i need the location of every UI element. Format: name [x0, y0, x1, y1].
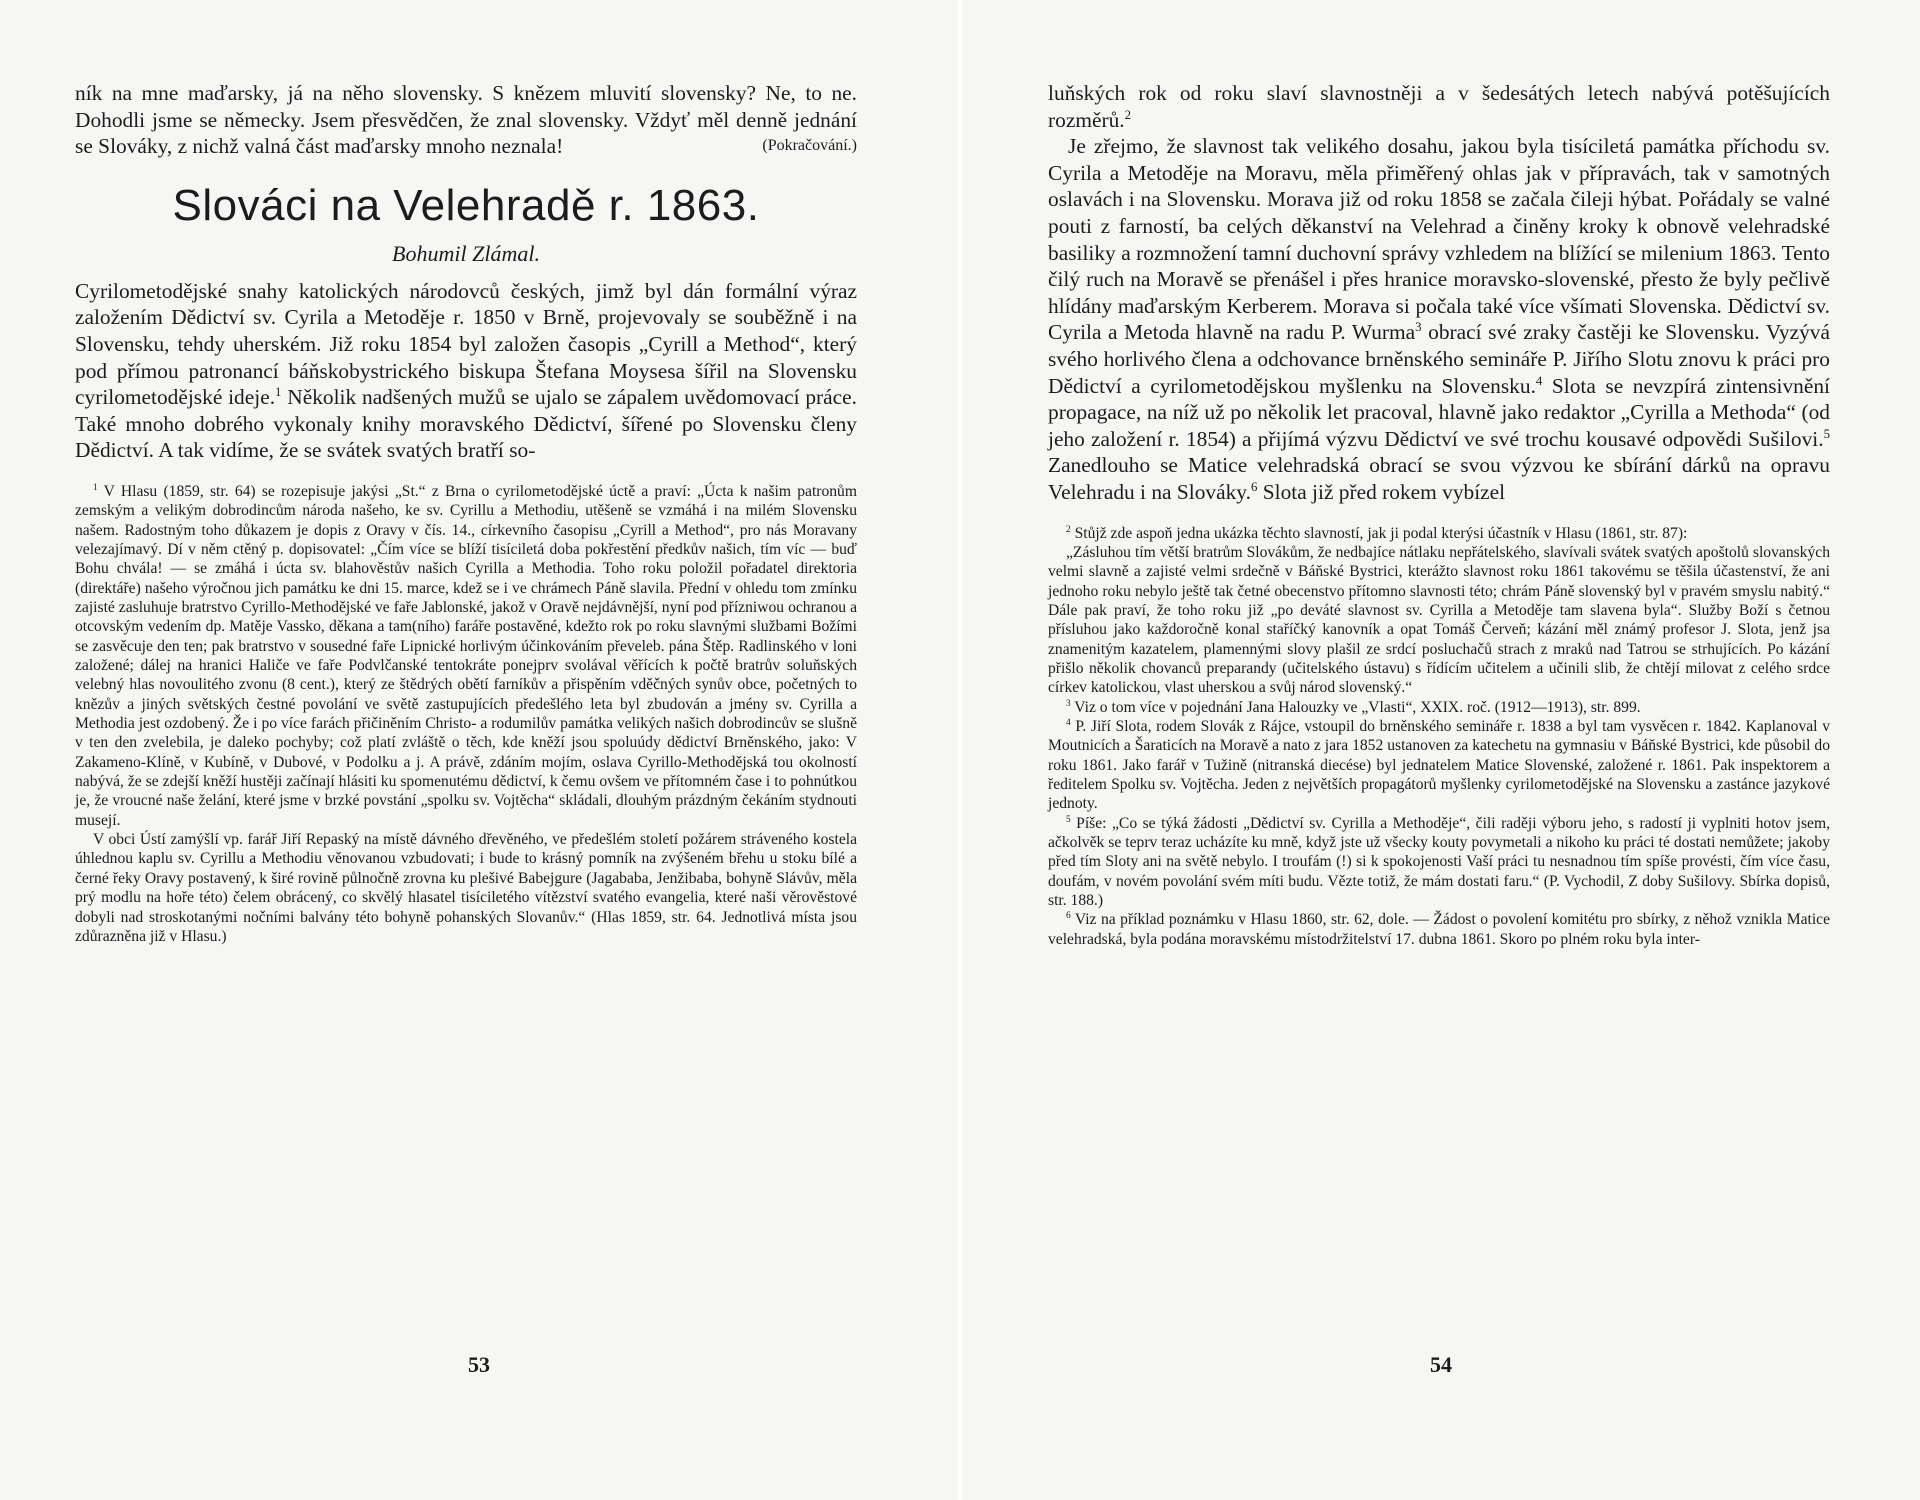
footnote-1-marker: 1 [93, 482, 98, 493]
right-paragraph-2e-text: Slota již před rokem vybízel [1257, 479, 1506, 504]
footnote-1 [75, 482, 857, 830]
footnote-ref-5: 5 [1823, 426, 1830, 441]
footnote-ref-6: 6 [1250, 479, 1258, 494]
right-paragraph-2b-text: obrací své zraky častěji ke Slovensku. Vyzývá svého horlivého člena a odchovance brněnského semináře P. Jiřího Slotu znovu k práci pro Dědictví a cyrilometodějskou myšlenku na Slovensku. [1048, 320, 1830, 398]
footnote-3-text: Viz o tom více v pojednání Jana Halouzky ve „Vlasti“, XXIX. roč. (1912—1913), str. 899. [1070, 698, 1641, 716]
right-page [962, 0, 1920, 1500]
footnote-4 [1048, 717, 1830, 814]
footnote-3 [1048, 698, 1830, 717]
footnote-4-marker: 4 [1066, 717, 1071, 728]
right-paragraph-2d-text: Zanedlouho se Matice velehradská obrací se svou výzvou ke sbírání dárků na opravu Velehradu i na Slováky. [1048, 453, 1830, 504]
footnote-6-text: Viz na příklad poznámku v Hlasu 1860, str. 62, dole. — Žádost o povolení komitétu pro sbírky, z něhož vznikla Matice velehradská, byla podána moravskému místodržitelství 17. dubna 1861. Skoro po plném roku byla inter- [1048, 911, 1830, 948]
footnote-ref-1: 1 [275, 385, 282, 400]
footnote-4-text: P. Jiří Slota, rodem Slovák z Rájce, vstoupil do brněnského semináře r. 1838 a byl tam vysvěcen r. 1842. Kaplanoval v Moutnicích a Šaraticích na Moravě a nato z jara 1852 ustanoven za katechetu na gymnasiu v Báňské Bystrici, kde působil do roku 1861. Jako farář v Tužině (nitranská diecése) byl jednatelem Matice Slovenské, založené r. 1861. Pak inspektorem a ředitelem Spolku sv. Vojtěcha. Jeden z největších propagátorů myšlenky cyrilometodějské na Slovensku a zastánce jazykové jednoty. [1048, 717, 1830, 813]
footnote-2b: „Zásluhou tím větší bratrům Slovákům, že nedbajíce nátlaku nepřátelského, slavívali svátek svatých apoštolů slovanských velmi slavně a zajisté velmi srdečně v Báňské Bystrici, kterážto slavnost roku 1861 takovému se těšila účastenství, že ani jednoho roku nebylo ještě tak četné obecenstvo přítomno slavnosti této; chrám Páně slovenský byl v pravém smyslu nabitý.“ Dále pak praví, že toho roku již „po deváté slavnost sv. Cyrilla a Metoděje tam slavena byla“. Služby Boží s četnou přísluhou jako každoročně konal staříčký kanovník a opat Tomáš Červeň; kázání měl známý profesor J. Slota, jenž jsa znamenitým kazatelem, plamennými slovy plašil ze srdcí posluchačů strach z mraků nad Tatrou se strhujících. Po kázání přišlo několik chovanců preparandy (učitelského ústavu) s řídícím učitelem a učinili slib, že chtějí milovat z celého srdce církev katolickou, vlast uherskou a svůj národ slovenský.“ [1048, 543, 1830, 697]
footnote-2-marker: 2 [1066, 524, 1071, 535]
footnote-ref-3: 3 [1415, 320, 1422, 335]
left-paragraph-1-text: Cyrilometodějské snahy katolických národovců českých, jimž byl dán formální výraz založením Dědictví sv. Cyrila a Metoděje r. 1850 v Brně, projevovaly se souběžně i na Slovensku, tehdy uherském. Již roku 1854 byl založen časopis „Cyrill a Method“, který pod přímou patronancí báňskobystrického biskupa Štefana Moysesa šířil na Slovensku cyrilometodějské ideje. [75, 278, 857, 410]
article-title: Slováci na Velehradě r. 1863. [172, 180, 760, 230]
footnote-ref-4: 4 [1535, 373, 1543, 388]
footnote-6 [1048, 910, 1830, 949]
left-paragraph-top [75, 80, 857, 160]
page-number-right: 54 [1430, 1352, 1452, 1377]
footnote-5-text: Píše: „Co se týká žádosti „Dědictví sv. Cyrilla a Methoděje“, čili raději výboru jeho, s radostí ji vyplniti hotov jsem, ačkolvěk se teprv teraz ucházíte ku mně, když jste už všecky kouty povymetali a nikoho ku práci té dostati nemůžete; jakoby před tím Sloty ani na světě nebylo. I troufám (!) si k spokojenosti Vaší práci tu nesnadnou tím spíše provésti, čím více času, doufám, v novém povolání svém míti budu. Vězte totiž, že mám dostati faru.“ (P. Vychodil, Z doby Sušilovy. Sbírka dopisů, str. 188.) [1048, 814, 1830, 910]
footnote-6-marker: 6 [1066, 911, 1071, 922]
right-paragraph-2 [1048, 133, 1830, 505]
footnote-5-marker: 5 [1066, 814, 1071, 825]
left-text-column [75, 80, 857, 946]
footnote-1-text: V Hlasu (1859, str. 64) se rozepisuje jakýsi „St.“ z Brna o cyrilometodějské úctě a praví: „Úcta k našim patronům zemským a velikým dobrodincům národa našeho, ke sv. Cyrillu a Methodiu, utěšeně se vzmáhá i na milém Slovensku našem. Radostným toho důkazem je dopis z Oravy v čís. 14., církevního časopisu „Cyrill a Method“, pro nás Moravany velezajímavý. Dí v něm ctěný p. dopisovatel: „Čím více se blíží tisíciletá doba pokřestění předkův našich, tím víc — buď Bohu chvála! — se zmáhá i úcta sv. blahověstův našich Cyrilla a Methodia. Toho roku položil pořadatel direktoria (direktáře) našeho výročnou jich památku ke dni 15. marce, kdež se i ve chrámech Páně slavila. Přední v ohledu tom zmínku zajisté zasluhuje bratrstvo Cyrillo-Methodějské ve faře Jablonské, jakož v Oravě nejdávnější, nyní pod přízniwou ochranou a otcovským vedením dp. Matěje Vassko, děkana a tam(ního) faráře postavěné, kdežto rok po roku slavnými službami Božími se zasvěcuje den ten; pak bratrstvo v sousedné faře Lipnické horlivým účinkováním převeleb. pána Štěp. Radlinského v loni založené; dálej na hranici Haliče ve faře Podvlčanské tentokráte ponejprv svolával věřících k počtě bratrův soluňských velebný hlas novoulitého zvonu (8 cent.), který ze štědrých obětí farníkův a přispěním vděčných synův obce, početných to knězův a jiných světských čestné povolání ve světě zastupujících předešlého leta byl zbudován a jmény sv. Cyrilla a Methodia jest ozdobený. Že i po více farách přičiněním Christo- a rodumilův památka velikých našich dobrodincův se slušně v ten den zvelebila, je daleko pochyby; což platí zvláště o těch, kde kněží jsou spoluúdy dědictví Brněnského, jako: V Zakameno-Klíně, v Kubíně, v Dubové, v Podolku a j. A právě, zdáním mojím, oslava Cyrillo-Methodějská tou okolností nabývá, že se zdejší kněží hustěji začínají hlásiti ku spomenutému dědictví, k čemu ovšem ve přítomném čase i to pohnútkou je, že vroucné naše želání, které jsme v brzké povstání „spolku sv. Vojtěcha“ skládali, dlouhým prázdným čekáním stydnouti musejí. [75, 482, 857, 829]
article-author: Bohumil Zlámal. [392, 240, 540, 266]
right-paragraph-2-text: Je zřejmo, že slavnost tak velikého dosahu, jakou byla tisíciletá památka příchodu sv. Cyrila a Metoděje na Moravu, měla přiměřený ohlas jak v přípravách, tak v samotných oslavách i na Slovensku. Morava již od roku 1858 se začala čileji hýbat. Pořádaly se valné pouti z farností, ba celých děkanství na Velehrad a činěny kroky k obnově velehradské basiliky a rozmnožení tamní duchovní správy vzhledem na blížící se milenium 1863. Tento čilý ruch na Moravě se přenášel i přes hranice moravsko-slovenské, přesto že byly pečlivě hlídány maďarským Kerberem. Morava si počala také více všímati Slovenska. Dědictví sv. Cyrila a Metoda hlavně na radu P. Wurma [1048, 134, 1830, 345]
footnote-ref-2: 2 [1124, 107, 1132, 122]
left-paragraph-1b-text: Několik nadšených mužů se ujalo se zápalem uvědomovací práce. Také mnoho dobrého vykonaly knihy moravského Dědictví, šířené po Slovensku členy Dědictví. A tak vidíme, že se svátek svatých bratří so- [75, 385, 857, 463]
footnote-5 [1048, 814, 1830, 911]
footnote-2-text: Stůjž zde aspoň jedna ukázka těchto slavností, jak ji podal kterýsi účastník v Hlasu (1861, str. 87): [1070, 524, 1688, 542]
footnote-3-marker: 3 [1066, 698, 1071, 709]
footnote-2 [1048, 524, 1830, 543]
footnote-1b: V obci Ústí zamýšlí vp. farář Jiří Repaský na místě dávného dřevěného, ve předešlém století požárem stráveného kostela úhlednou kaplu sv. Cyrillu a Methodiu věnovanou vzbudovati; i bude to krásný pomník na zvýšeném břehu u stoku bílé a černé řeky Oravy postavený, k širé rovině půlnočně zrovna ku plešivé Babejgure (Jagababa, Jenžibaba, bohyně Slávův, měla prý modlu na hoře této) čelem obrácený, co skvělý hlasatel tisíciletého vítězství svatého evangelia, které naši věrověstové dobyli nad stroskotanými nočními balvány této bohyně pohanských Slovanův.“ (Hlas 1859, str. 64. Jednotlivá místa jsou zdůrazněna již v Hlasu.) [75, 831, 857, 945]
page-number-left: 53 [468, 1352, 490, 1377]
right-text-column [1048, 80, 1830, 949]
right-paragraph-2c-text: Slota se nevzpírá zintensivnění propagace, na níž už po několik let pracoval, hlavně jako redaktor „Cyrilla a Methoda“ (od jeho založení r. 1854) a přijímá výzvu Dědictví ve své trochu kousavé odpovědi Sušilovi. [1048, 373, 1830, 451]
continued-note: (Pokračování.) [762, 137, 857, 155]
right-paragraph-top-text: luňských rok od roku slaví slavnostněji a v šedesátých letech nabývá potěšujících rozměrů. [1048, 81, 1830, 132]
left-paragraph-top-text: ník na mne maďarsky, já na něho slovensky. S knězem mluvití slovensky? Ne, to ne. Dohodli jsme se německy. Jsem přesvědčen, že znal slovensky. Vždyť měl denně jednání se Slováky, z nichž valná část maďarsky mnoho neznala! [75, 81, 857, 159]
left-page [0, 0, 958, 1500]
left-paragraph-1 [75, 278, 857, 464]
right-footnotes [1048, 524, 1830, 950]
left-footnotes [75, 482, 857, 946]
right-paragraph-top [1048, 80, 1830, 133]
